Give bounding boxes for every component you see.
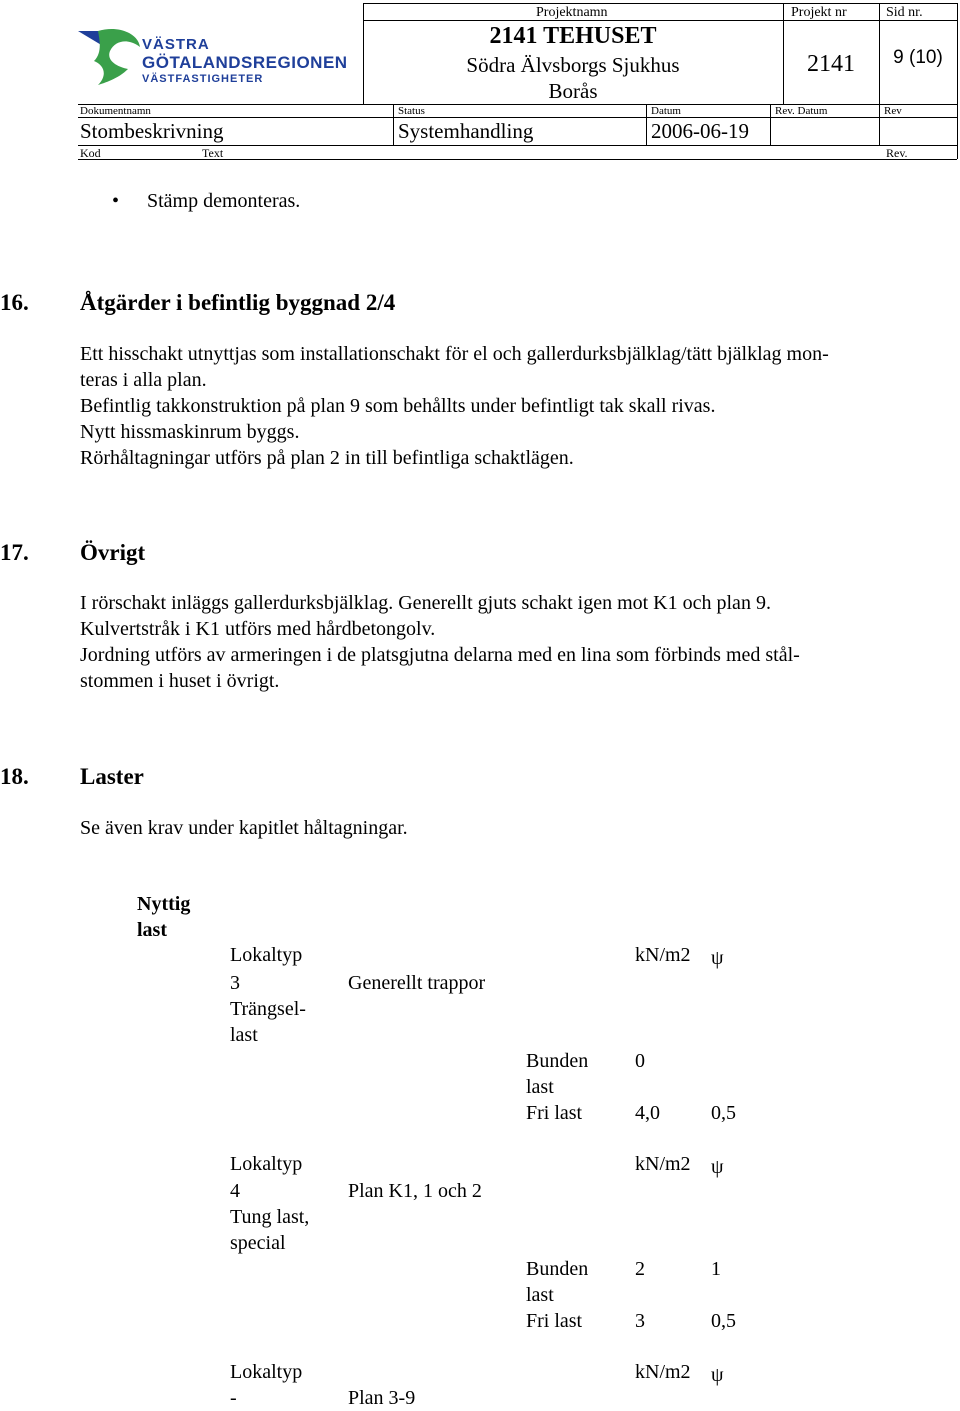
load-row-label: Bunden <box>526 1050 589 1072</box>
logo-line3: VÄSTFASTIGHETER <box>142 73 264 85</box>
projekt-nr-label: Projekt nr <box>791 5 847 20</box>
page-number: 9 (10) <box>893 47 943 68</box>
kod-label: Kod <box>80 146 101 160</box>
section-17-line-1: I rörschakt inläggs gallerdurksbjälklag. Generellt gjuts schakt igen mot K1 och plan 9. <box>80 592 771 614</box>
project-subtitle-1: Södra Älvsborgs Sjukhus <box>466 53 680 77</box>
load-row-psi: 0,5 <box>711 1310 736 1332</box>
load-type-line: special <box>230 1232 286 1254</box>
rev-datum-label: Rev. Datum <box>775 105 828 117</box>
load-type-line: Trängsel- <box>230 998 306 1020</box>
logo-green-swirl <box>94 29 140 85</box>
logo <box>78 27 358 89</box>
load-type-line: 4 <box>230 1180 240 1202</box>
load-row-psi: 1 <box>711 1258 721 1280</box>
section-16-title: Åtgärder i befintlig byggnad 2/4 <box>80 290 396 315</box>
load-description: Generellt trappor <box>348 972 486 994</box>
section-17-line-4: stommen i huset i övrigt. <box>80 670 280 692</box>
status-value: Systemhandling <box>398 119 534 143</box>
load-row-value: 0 <box>635 1050 645 1072</box>
bullet-item: Stämp demonteras. <box>147 190 301 212</box>
load-type-line: Lokaltyp <box>230 944 303 966</box>
load-unit: kN/m2 <box>635 944 691 966</box>
section-18-text: Se även krav under kapitlet håltagningar. <box>80 817 408 839</box>
loads-heading-2: last <box>137 919 167 941</box>
dokumentnamn-value: Stombeskrivning <box>80 119 224 143</box>
status-label: Status <box>398 105 425 117</box>
project-number: 2141 <box>807 51 855 77</box>
psi-symbol: ψ <box>711 1156 724 1178</box>
load-row-label: last <box>526 1284 554 1306</box>
project-title: 2141 TEHUSET <box>489 23 657 49</box>
load-row-value: 4,0 <box>635 1102 660 1124</box>
load-row-label: Fri last <box>526 1102 583 1124</box>
section-17-number: 17. <box>0 540 29 565</box>
load-row-label: Bunden <box>526 1258 589 1280</box>
dokumentnamn-label: Dokumentnamn <box>80 105 151 117</box>
logo-mark-icon <box>78 27 146 87</box>
section-16-line-3: Befintlig takkonstruktion på plan 9 som behållts under befintligt tak skall rivas. <box>80 395 716 417</box>
sid-nr-label: Sid nr. <box>886 5 923 20</box>
load-type-line: Lokaltyp <box>230 1153 303 1175</box>
load-row-label: Fri last <box>526 1310 583 1332</box>
load-row-psi: 0,5 <box>711 1102 736 1124</box>
loads-heading-1: Nyttig <box>137 893 191 915</box>
load-description: Plan 3-9 <box>348 1387 416 1409</box>
load-type-line: - <box>230 1387 237 1409</box>
load-type-line: last <box>230 1024 258 1046</box>
section-17-line-3: Jordning utförs av armeringen i de platsgjutna delarna med en lina som förbinds med stål- <box>80 644 800 666</box>
rev2-label: Rev. <box>886 146 908 160</box>
projektnamn-label: Projektnamn <box>536 5 608 20</box>
load-type-line: Lokaltyp <box>230 1361 303 1383</box>
project-subtitle-2: Borås <box>548 79 598 103</box>
datum-value: 2006-06-19 <box>651 119 749 143</box>
load-row-value: 2 <box>635 1258 645 1280</box>
logo-line2: GÖTALANDSREGIONEN <box>142 53 348 72</box>
load-row-value: 3 <box>635 1310 645 1332</box>
bullet-dot: • <box>112 190 120 212</box>
section-16-line-2: teras i alla plan. <box>80 369 207 391</box>
section-17-line-2: Kulvertstråk i K1 utförs med hårdbetongolv. <box>80 618 436 640</box>
load-description: Plan K1, 1 och 2 <box>348 1180 482 1202</box>
psi-symbol: ψ <box>711 1364 724 1386</box>
section-16-line-1: Ett hisschakt utnyttjas som installationschakt för el och gallerdurksbjälklag/tätt bjälklag mon- <box>80 343 829 365</box>
rev-label: Rev <box>884 105 902 117</box>
text-label: Text <box>202 146 224 160</box>
section-16-line-4: Nytt hissmaskinrum byggs. <box>80 421 300 443</box>
load-unit: kN/m2 <box>635 1153 691 1175</box>
load-row-label: last <box>526 1076 554 1098</box>
psi-symbol: ψ <box>711 947 724 969</box>
section-17-title: Övrigt <box>80 540 146 565</box>
load-unit: kN/m2 <box>635 1361 691 1383</box>
section-18-title: Laster <box>80 764 144 789</box>
load-type-line: Tung last, <box>230 1206 310 1228</box>
section-18-number: 18. <box>0 764 29 789</box>
load-type-line: 3 <box>230 972 240 994</box>
logo-line1: VÄSTRA <box>142 36 210 53</box>
section-16-line-5: Rörhåltagningar utförs på plan 2 in till befintliga schaktlägen. <box>80 447 574 469</box>
datum-label: Datum <box>651 105 681 117</box>
section-16-number: 16. <box>0 290 29 315</box>
